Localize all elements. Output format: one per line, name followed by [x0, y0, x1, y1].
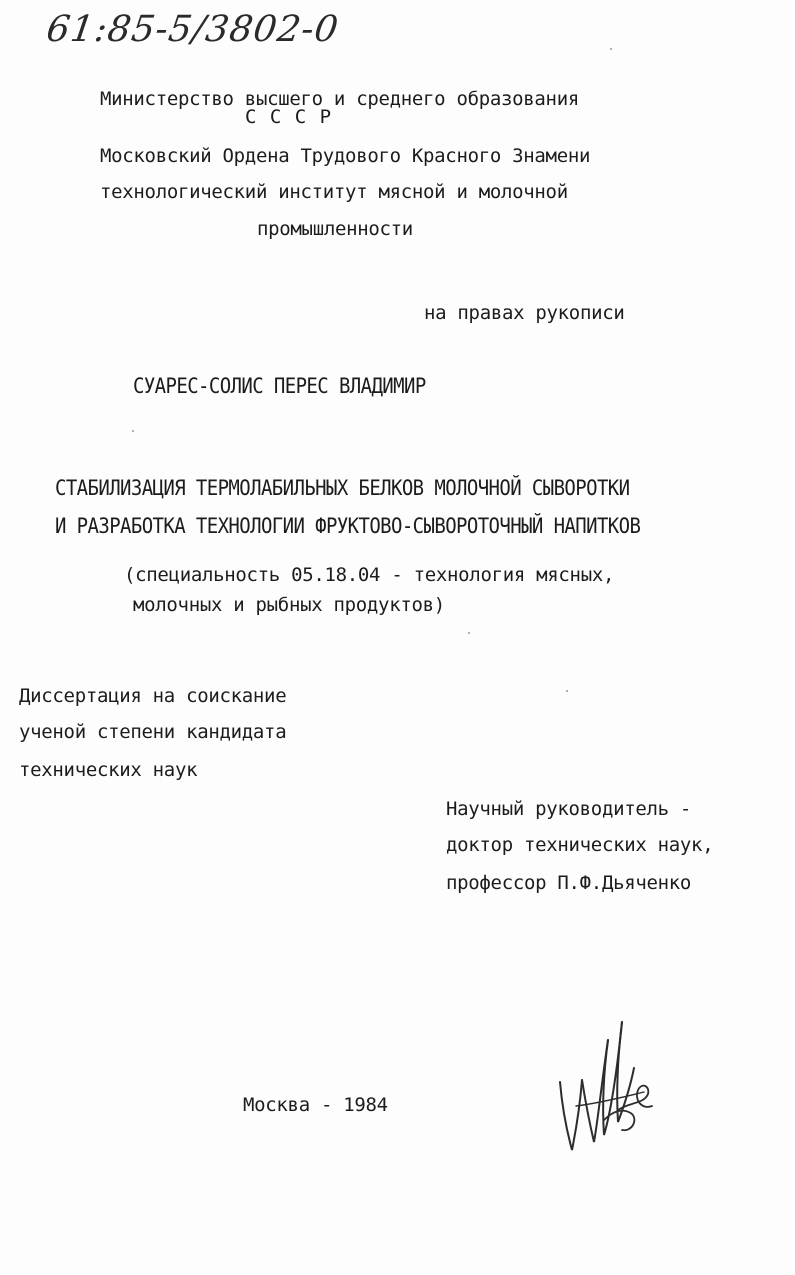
dissertation-line-1: Диссертация на соискание	[19, 685, 287, 707]
city-year: Москва - 1984	[243, 1094, 388, 1116]
manuscript-note: на правах рукописи	[424, 302, 625, 324]
paper-speck	[132, 430, 134, 432]
supervisor-line-3: профессор П.Ф.Дьяченко	[446, 872, 692, 894]
paper-speck	[610, 48, 612, 50]
country-line: С С С Р	[245, 106, 333, 128]
supervisor-line-2: доктор технических наук,	[446, 834, 714, 856]
institute-line-2: технологический институт мясной и молочной	[100, 181, 568, 203]
author-name: СУАРЕС-СОЛИС ПЕРЕС ВЛАДИМИР	[133, 374, 426, 399]
specialty-line-1: (специальность 05.18.04 - технология мясных,	[124, 564, 615, 586]
paper-speck	[468, 632, 470, 634]
supervisor-line-1: Научный руководитель -	[446, 798, 692, 820]
signature-mark	[552, 1010, 662, 1160]
paper-speck	[566, 690, 568, 692]
dissertation-line-3: технических наук	[19, 759, 198, 781]
archive-number: 61:85-5/3802-0	[44, 9, 342, 50]
title-line-1: СТАБИЛИЗАЦИЯ ТЕРМОЛАБИЛЬНЫХ БЕЛКОВ МОЛОЧНОЙ СЫВОРОТКИ	[55, 476, 630, 501]
dissertation-line-2: ученой степени кандидата	[19, 721, 287, 743]
institute-line-1: Московский Ордена Трудового Красного Знамени	[100, 145, 591, 167]
ministry-line: Министерство высшего и среднего образования	[100, 88, 579, 110]
title-line-2: И РАЗРАБОТКА ТЕХНОЛОГИИ ФРУКТОВО-СЫВОРОТОЧНЫЙ НАПИТКОВ	[55, 514, 641, 539]
specialty-line-2: молочных и рыбных продуктов)	[133, 594, 445, 616]
institute-line-3: промышленности	[257, 218, 413, 240]
